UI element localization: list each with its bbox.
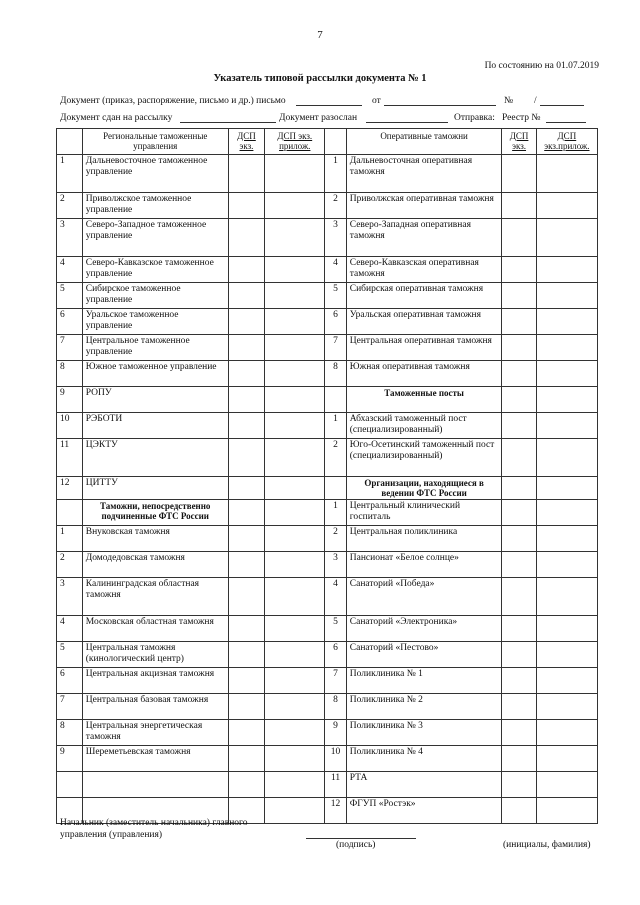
table-row [57, 283, 598, 309]
left-dsp-copies-cell [228, 694, 264, 720]
left-dsp-copies-cell [228, 526, 264, 552]
right-dsp-copies-cell [502, 155, 536, 193]
right-dsp-copies-cell [502, 552, 536, 578]
left-number-cell: 6 [57, 668, 83, 694]
left-dsp-attachments-cell [265, 694, 325, 720]
table-row [57, 335, 598, 361]
right-dsp-attachments-cell [536, 257, 597, 283]
table-row [57, 772, 598, 798]
page-number: 7 [317, 29, 323, 41]
signatory-position: Начальник (заместитель начальника) главного управления (управления) [60, 818, 248, 840]
left-dsp-copies-cell [228, 720, 264, 746]
right-dsp-copies-cell [502, 193, 536, 219]
table-row [57, 578, 598, 616]
right-dsp-attachments-cell [536, 798, 597, 824]
left-dsp-copies-cell [228, 477, 264, 500]
left-org-cell: Центральная таможня (кинологический центр) [82, 642, 228, 668]
right-org-cell: Дальневосточная оперативная таможня [346, 155, 502, 193]
right-org-cell: Сибирская оперативная таможня [346, 283, 502, 309]
right-dsp-copies-cell [502, 500, 536, 526]
left-dsp-attachments-cell [265, 477, 325, 500]
right-org-cell: Уральская оперативная таможня [346, 309, 502, 335]
left-number-cell: 3 [57, 219, 83, 257]
right-dsp-copies-cell [502, 335, 536, 361]
right-number-cell: 8 [325, 694, 346, 720]
document-type-label: Документ (приказ, распоряжение, письмо и др.) письмо [60, 96, 286, 106]
given-label: Документ сдан на рассылку [60, 113, 173, 123]
right-dsp-attachments-cell [536, 193, 597, 219]
left-dsp-copies-cell [228, 642, 264, 668]
given-field [180, 113, 276, 126]
left-dsp-copies-cell [228, 668, 264, 694]
right-dsp-copies-cell [502, 219, 536, 257]
table-row [57, 642, 598, 668]
table-row [57, 500, 598, 526]
left-org-cell: Шереметьевская таможня [82, 746, 228, 772]
right-dsp-copies-cell [502, 772, 536, 798]
as-of-date: По состоянию на 01.07.2019 [484, 61, 599, 71]
right-dsp-copies-cell [502, 387, 536, 413]
left-number-cell: 4 [57, 257, 83, 283]
right-dsp-copies-cell [502, 283, 536, 309]
registry-label: Реестр № [502, 113, 541, 123]
right-dsp-attachments-cell [536, 155, 597, 193]
left-dsp-copies-cell [228, 746, 264, 772]
left-dsp-attachments-cell [265, 616, 325, 642]
left-dsp-copies-cell [228, 552, 264, 578]
right-number-cell: 8 [325, 361, 346, 387]
left-section-heading: Таможни, непосредственно подчиненные ФТС России [82, 500, 228, 526]
right-org-cell: Поликлиника № 1 [346, 668, 502, 694]
right-dsp-attachments-cell [536, 720, 597, 746]
right-number-cell: 10 [325, 746, 346, 772]
left-org-cell: РЭБОТИ [82, 413, 228, 439]
left-org-cell: Домодедовская таможня [82, 552, 228, 578]
left-dsp-attachments-cell [265, 746, 325, 772]
right-dsp-copies-cell [502, 694, 536, 720]
left-dsp-copies-cell [228, 500, 264, 526]
right-dsp-attachments-cell [536, 439, 597, 477]
right-dsp-attachments-cell [536, 616, 597, 642]
left-dsp-attachments-cell [265, 387, 325, 413]
left-number-cell: 8 [57, 720, 83, 746]
table-row [57, 193, 598, 219]
header-dsp-copies-left: ДСП экз. [228, 129, 264, 155]
table-row [57, 439, 598, 477]
left-dsp-attachments-cell [265, 720, 325, 746]
right-org-cell: Пансионат «Белое солнце» [346, 552, 502, 578]
left-number-cell [57, 772, 83, 798]
right-dsp-attachments-cell [536, 361, 597, 387]
right-dsp-copies-cell [502, 720, 536, 746]
left-org-cell: ЦЭКТУ [82, 439, 228, 477]
right-org-cell: Приволжская оперативная таможня [346, 193, 502, 219]
right-number-cell: 1 [325, 155, 346, 193]
right-org-cell: Поликлиника № 2 [346, 694, 502, 720]
header-num-right [325, 129, 346, 155]
left-dsp-attachments-cell [265, 283, 325, 309]
left-dsp-copies-cell [228, 283, 264, 309]
left-org-cell: Сибирское таможенное управление [82, 283, 228, 309]
left-dsp-attachments-cell [265, 772, 325, 798]
right-dsp-attachments-cell [536, 219, 597, 257]
left-dsp-attachments-cell [265, 413, 325, 439]
left-org-cell: Приволжское таможенное управление [82, 193, 228, 219]
header-dsp-attachments-right: ДСП экз.прилож. [536, 129, 597, 155]
sent-field [366, 113, 448, 126]
left-number-cell: 2 [57, 552, 83, 578]
number-field [540, 96, 584, 109]
left-org-cell: РОПУ [82, 387, 228, 413]
right-org-cell: Санаторий «Победа» [346, 578, 502, 616]
right-org-cell: Центральный клинический госпиталь [346, 500, 502, 526]
table-row [57, 155, 598, 193]
left-dsp-copies-cell [228, 616, 264, 642]
right-dsp-copies-cell [502, 578, 536, 616]
left-number-cell: 9 [57, 387, 83, 413]
left-number-cell: 3 [57, 578, 83, 616]
right-org-cell: Центральная оперативная таможня [346, 335, 502, 361]
left-dsp-attachments-cell [265, 155, 325, 193]
header-num-left [57, 129, 83, 155]
right-dsp-copies-cell [502, 526, 536, 552]
table-row [57, 720, 598, 746]
left-dsp-attachments-cell [265, 552, 325, 578]
table-row [57, 694, 598, 720]
left-number-cell: 12 [57, 477, 83, 500]
left-dsp-copies-cell [228, 439, 264, 477]
header-dsp-attachments-left: ДСП экз. прилож. [265, 129, 325, 155]
header-dsp-copies-right: ДСП экз. [502, 129, 536, 155]
right-dsp-copies-cell [502, 642, 536, 668]
left-org-cell: Центральная базовая таможня [82, 694, 228, 720]
left-number-cell: 10 [57, 413, 83, 439]
table-row [57, 552, 598, 578]
right-dsp-attachments-cell [536, 642, 597, 668]
right-number-cell: 3 [325, 552, 346, 578]
right-section-heading: Таможенные посты [346, 387, 502, 413]
left-org-cell: Калининградская областная таможня [82, 578, 228, 616]
left-dsp-attachments-cell [265, 335, 325, 361]
left-dsp-attachments-cell [265, 642, 325, 668]
left-dsp-attachments-cell [265, 193, 325, 219]
table-header-row [57, 129, 598, 155]
right-dsp-copies-cell [502, 413, 536, 439]
right-number-cell: 1 [325, 413, 346, 439]
right-dsp-attachments-cell [536, 526, 597, 552]
right-dsp-copies-cell [502, 798, 536, 824]
left-dsp-copies-cell [228, 772, 264, 798]
right-number-cell: 5 [325, 616, 346, 642]
header-regional-title: Региональные таможенные управления [82, 129, 228, 155]
table-row [57, 668, 598, 694]
right-org-cell: Юго-Осетинский таможенный пост (специализированный) [346, 439, 502, 477]
left-number-cell: 1 [57, 155, 83, 193]
right-org-cell: Северо-Кавказская оперативная таможня [346, 257, 502, 283]
header-operational-title: Оперативные таможни [346, 129, 502, 155]
left-org-cell: Уральское таможенное управление [82, 309, 228, 335]
left-org-cell: Центральная акцизная таможня [82, 668, 228, 694]
right-org-cell: Поликлиника № 3 [346, 720, 502, 746]
right-dsp-attachments-cell [536, 309, 597, 335]
right-number-cell: 4 [325, 578, 346, 616]
right-dsp-attachments-cell [536, 668, 597, 694]
table-row [57, 477, 598, 500]
left-dsp-copies-cell [228, 155, 264, 193]
table-row [57, 309, 598, 335]
right-number-cell [325, 477, 346, 500]
right-dsp-attachments-cell [536, 335, 597, 361]
right-dsp-attachments-cell [536, 387, 597, 413]
right-dsp-copies-cell [502, 668, 536, 694]
right-org-cell: Поликлиника № 4 [346, 746, 502, 772]
left-org-cell: Северо-Кавказское таможенное управление [82, 257, 228, 283]
from-label: от [372, 96, 381, 106]
table-row [57, 746, 598, 772]
left-dsp-copies-cell [228, 387, 264, 413]
left-dsp-attachments-cell [265, 668, 325, 694]
right-number-cell: 2 [325, 526, 346, 552]
right-number-cell: 3 [325, 219, 346, 257]
right-dsp-copies-cell [502, 309, 536, 335]
slash-label: / [534, 96, 537, 106]
date-field [384, 96, 496, 109]
right-section-heading: Организации, находящиеся в ведении ФТС России [346, 477, 502, 500]
left-dsp-copies-cell [228, 219, 264, 257]
left-org-cell: Дальневосточное таможенное управление [82, 155, 228, 193]
left-org-cell: Центральная энергетическая таможня [82, 720, 228, 746]
right-org-cell: Северо-Западная оперативная таможня [346, 219, 502, 257]
left-number-cell: 9 [57, 746, 83, 772]
left-dsp-attachments-cell [265, 361, 325, 387]
table-row [57, 413, 598, 439]
right-org-cell: Санаторий «Пестово» [346, 642, 502, 668]
left-org-cell: Южное таможенное управление [82, 361, 228, 387]
right-dsp-attachments-cell [536, 477, 597, 500]
right-number-cell: 11 [325, 772, 346, 798]
right-dsp-copies-cell [502, 439, 536, 477]
sent-label: Документ разослан [279, 113, 358, 123]
left-org-cell: Центральное таможенное управление [82, 335, 228, 361]
table-row [57, 526, 598, 552]
left-number-cell: 2 [57, 193, 83, 219]
left-dsp-attachments-cell [265, 257, 325, 283]
left-number-cell [57, 500, 83, 526]
right-dsp-attachments-cell [536, 772, 597, 798]
left-org-cell: Московская областная таможня [82, 616, 228, 642]
table-row [57, 361, 598, 387]
left-dsp-copies-cell [228, 193, 264, 219]
left-number-cell: 7 [57, 694, 83, 720]
right-dsp-attachments-cell [536, 283, 597, 309]
right-dsp-attachments-cell [536, 552, 597, 578]
right-dsp-copies-cell [502, 477, 536, 500]
left-number-cell: 7 [57, 335, 83, 361]
right-number-cell: 9 [325, 720, 346, 746]
right-org-cell: ФГУП «Ростэк» [346, 798, 502, 824]
right-number-cell: 5 [325, 283, 346, 309]
left-dsp-copies-cell [228, 257, 264, 283]
right-dsp-attachments-cell [536, 578, 597, 616]
right-number-cell: 2 [325, 439, 346, 477]
left-number-cell: 5 [57, 283, 83, 309]
left-number-cell: 4 [57, 616, 83, 642]
left-dsp-copies-cell [228, 309, 264, 335]
right-number-cell: 2 [325, 193, 346, 219]
left-dsp-copies-cell [228, 335, 264, 361]
left-dsp-attachments-cell [265, 798, 325, 824]
right-number-cell: 1 [325, 500, 346, 526]
right-number-cell: 7 [325, 668, 346, 694]
right-number-cell: 6 [325, 642, 346, 668]
right-number-cell: 6 [325, 309, 346, 335]
left-dsp-attachments-cell [265, 578, 325, 616]
left-org-cell: Северо-Западное таможенное управление [82, 219, 228, 257]
right-org-cell: Санаторий «Электроника» [346, 616, 502, 642]
right-dsp-copies-cell [502, 746, 536, 772]
right-dsp-attachments-cell [536, 746, 597, 772]
right-number-cell: 4 [325, 257, 346, 283]
signature-caption: (подпись) [336, 840, 376, 850]
left-dsp-copies-cell [228, 413, 264, 439]
right-org-cell: РТА [346, 772, 502, 798]
right-dsp-copies-cell [502, 361, 536, 387]
left-dsp-attachments-cell [265, 439, 325, 477]
left-number-cell: 5 [57, 642, 83, 668]
right-dsp-attachments-cell [536, 694, 597, 720]
left-dsp-attachments-cell [265, 309, 325, 335]
table-row [57, 257, 598, 283]
dispatch-label: Отправка: [454, 113, 495, 123]
right-org-cell: Абхазский таможенный пост (специализированный) [346, 413, 502, 439]
signature-line [306, 838, 416, 839]
right-dsp-attachments-cell [536, 500, 597, 526]
table-row [57, 387, 598, 413]
right-dsp-attachments-cell [536, 413, 597, 439]
left-org-cell: ЦИТТУ [82, 477, 228, 500]
left-dsp-copies-cell [228, 578, 264, 616]
document-title: Указатель типовой рассылки документа № 1 [213, 73, 427, 84]
left-number-cell: 11 [57, 439, 83, 477]
registry-field [546, 113, 586, 126]
right-number-cell: 12 [325, 798, 346, 824]
left-number-cell: 8 [57, 361, 83, 387]
left-dsp-attachments-cell [265, 500, 325, 526]
right-dsp-copies-cell [502, 257, 536, 283]
right-org-cell: Центральная поликлиника [346, 526, 502, 552]
name-caption: (инициалы, фамилия) [503, 840, 591, 850]
right-number-cell: 7 [325, 335, 346, 361]
distribution-table [56, 128, 598, 824]
table-row [57, 616, 598, 642]
right-dsp-copies-cell [502, 616, 536, 642]
left-dsp-attachments-cell [265, 219, 325, 257]
right-org-cell: Южная оперативная таможня [346, 361, 502, 387]
left-number-cell: 1 [57, 526, 83, 552]
left-number-cell: 6 [57, 309, 83, 335]
table-row [57, 219, 598, 257]
left-org-cell: Внуковская таможня [82, 526, 228, 552]
left-org-cell [82, 772, 228, 798]
right-number-cell [325, 387, 346, 413]
document-type-field [296, 96, 362, 109]
number-label: № [504, 96, 514, 106]
left-dsp-attachments-cell [265, 526, 325, 552]
left-dsp-copies-cell [228, 361, 264, 387]
